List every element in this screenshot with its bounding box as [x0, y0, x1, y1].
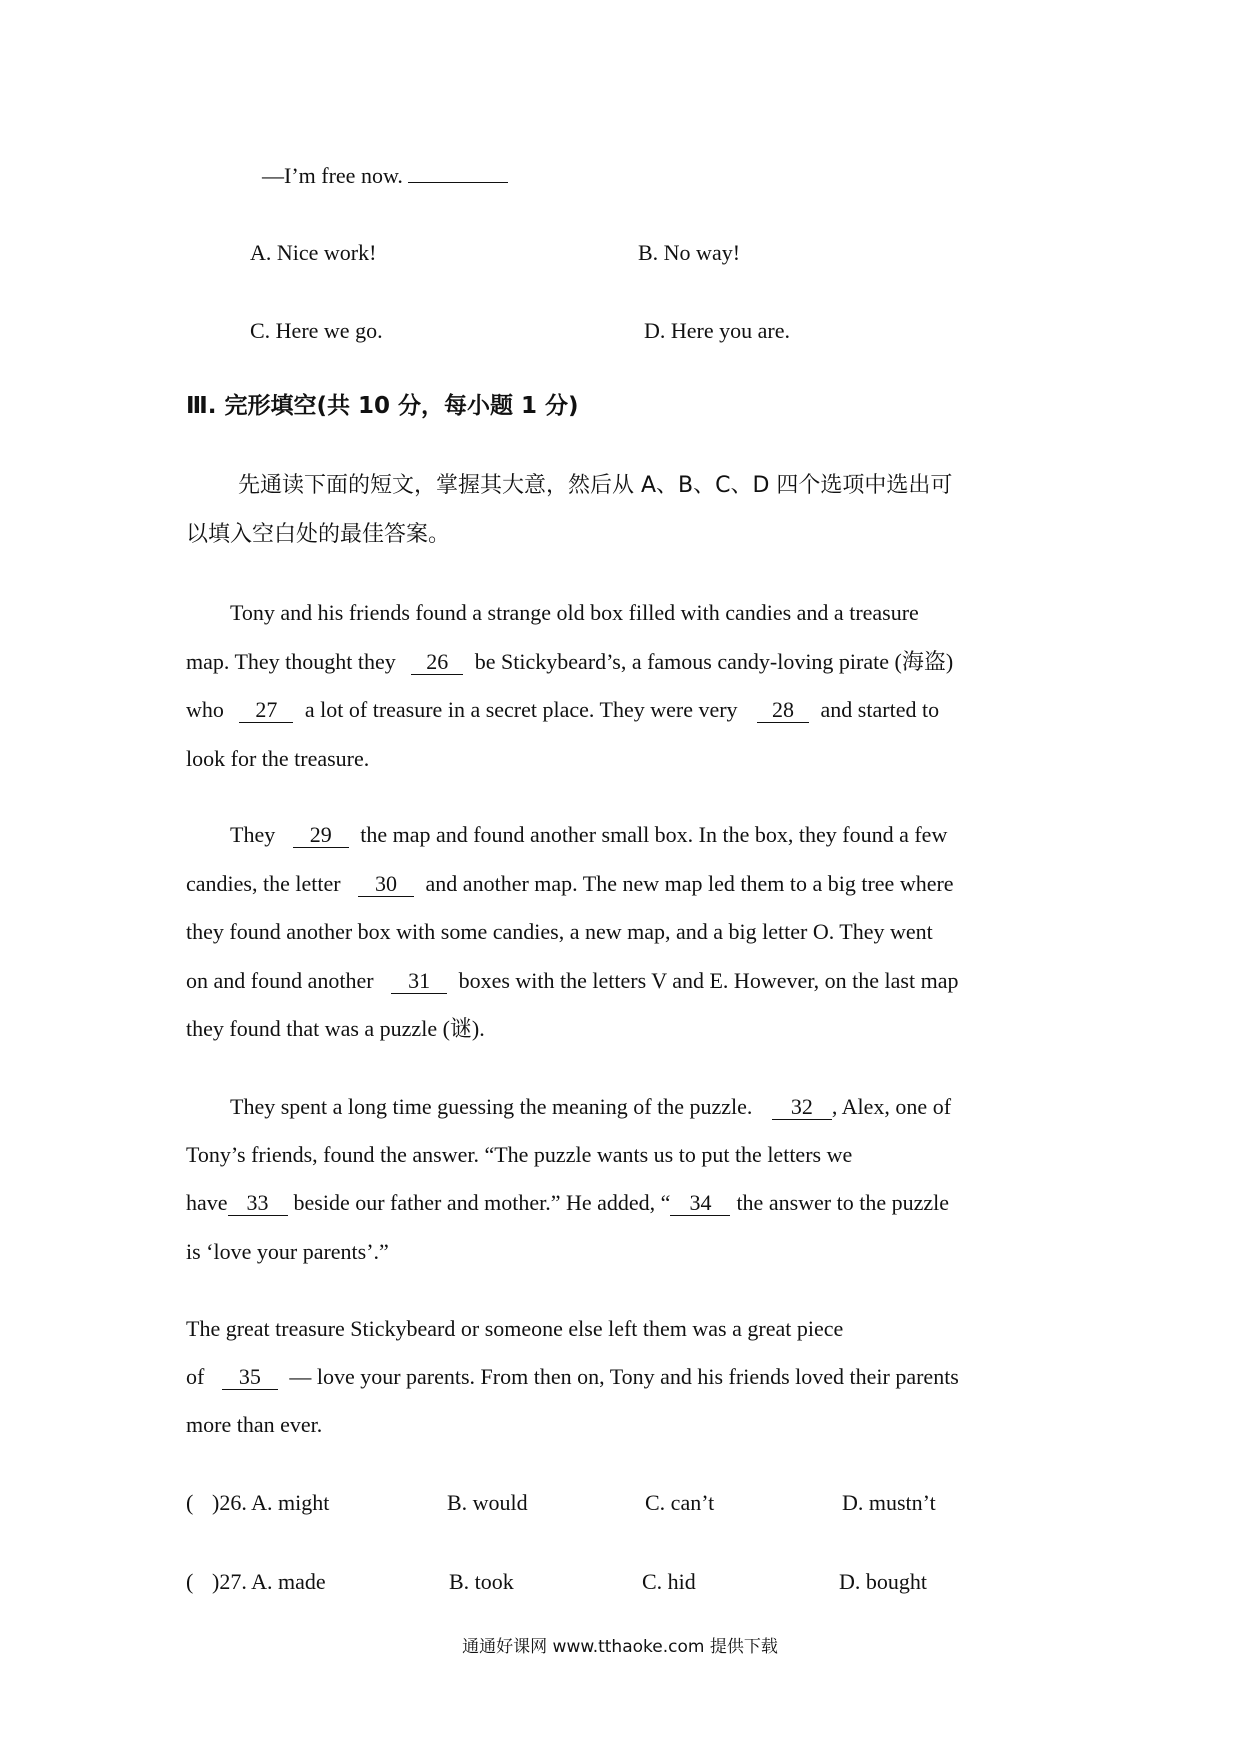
text-segment: candies, the letter	[186, 871, 341, 896]
option-c: C. can’t	[645, 1490, 715, 1515]
text-segment: and started to	[820, 697, 940, 722]
option-b: B. No way!	[638, 240, 741, 265]
text-segment: who	[186, 697, 224, 722]
blank-31: 31	[391, 969, 447, 994]
text-segment: the map and found another small box. In the box, they found a few	[360, 822, 948, 847]
dialog-line	[262, 160, 508, 191]
option-a: A. Nice work!	[250, 240, 377, 265]
option-d: D. bought	[839, 1569, 927, 1594]
text-segment: map. They thought they	[186, 649, 396, 674]
text-segment: on and found another	[186, 968, 374, 993]
blank-33: 33	[228, 1191, 288, 1216]
question-26	[0, 1488, 1240, 1518]
answer-paren: (	[186, 1569, 194, 1594]
text-segment: beside our father and mother.” He added, “	[293, 1190, 671, 1215]
p2-line-5: they found that was a puzzle (谜).	[186, 1016, 485, 1041]
text-segment: a lot of treasure in a secret place. They were very	[304, 697, 738, 722]
p1-line-3	[186, 695, 939, 725]
p1-line-4: look for the treasure.	[186, 746, 370, 771]
question-27	[0, 1567, 1240, 1597]
instruction-line-2: 以填入空白处的最佳答案。	[186, 522, 451, 547]
option-d: D. Here you are.	[644, 318, 790, 343]
p3-line-3	[186, 1188, 949, 1218]
text-segment: They spent a long time guessing the meaning of the puzzle.	[230, 1094, 753, 1119]
p2-line-2	[186, 869, 954, 899]
answer-paren: (	[186, 1490, 194, 1515]
text-segment: the answer to the puzzle	[736, 1190, 950, 1215]
p1-line-2	[186, 647, 953, 677]
option-c: C. hid	[642, 1569, 696, 1594]
p3-line-2: Tony’s friends, found the answer. “The puzzle wants us to put the letters we	[186, 1142, 853, 1167]
blank-28: 28	[757, 698, 809, 723]
section-heading: Ⅲ. 完形填空(共 10 分，每小题 1 分)	[186, 393, 579, 419]
blank-32: 32	[772, 1095, 832, 1120]
blank-34: 34	[670, 1191, 730, 1216]
blank-30: 30	[358, 872, 414, 897]
text-segment: of	[186, 1364, 205, 1389]
text-segment: — love your parents. From then on, Tony and his friends loved their parents	[289, 1364, 959, 1389]
p2-line-4	[186, 966, 958, 996]
dialog-answer-blank	[408, 160, 508, 183]
p3-line-1	[230, 1092, 951, 1122]
instruction-line-1: 先通读下面的短文，掌握其大意，然后从 A、B、C、D 四个选项中选出可	[238, 473, 953, 498]
p2-line-3: they found another box with some candies, a new map, and a big letter O. They went	[186, 919, 933, 944]
question-number-option-a: )26. A. might	[212, 1490, 330, 1515]
text-segment: , Alex, one of	[831, 1094, 952, 1119]
option-c: C. Here we go.	[250, 318, 383, 343]
text-segment: and another map. The new map led them to a big tree where	[425, 871, 954, 896]
blank-29: 29	[293, 823, 349, 848]
p1-line-1: Tony and his friends found a strange old box filled with candies and a treasure	[230, 600, 919, 625]
p4-line-2	[186, 1362, 959, 1392]
p4-line-1: The great treasure Stickybeard or someone else left them was a great piece	[186, 1316, 844, 1341]
blank-26: 26	[411, 650, 463, 675]
option-b: B. would	[447, 1490, 528, 1515]
page-footer: 通通好课网 www.tthaoke.com 提供下载	[462, 1637, 778, 1657]
p3-line-4: is ‘love your parents’.”	[186, 1239, 389, 1264]
option-b: B. took	[449, 1569, 514, 1594]
text-segment: They	[230, 822, 276, 847]
blank-27: 27	[239, 698, 293, 723]
option-d: D. mustn’t	[842, 1490, 936, 1515]
p2-line-1	[230, 820, 947, 850]
dialog-text: —I’m free now.	[262, 163, 403, 188]
p4-line-3: more than ever.	[186, 1412, 323, 1437]
question-number-option-a: )27. A. made	[212, 1569, 326, 1594]
text-segment: boxes with the letters V and E. However, on the last map	[458, 968, 959, 993]
text-segment: have	[186, 1190, 228, 1215]
text-segment: be Stickybeard’s, a famous candy-loving pirate (海盗)	[474, 649, 954, 674]
blank-35: 35	[222, 1365, 278, 1390]
